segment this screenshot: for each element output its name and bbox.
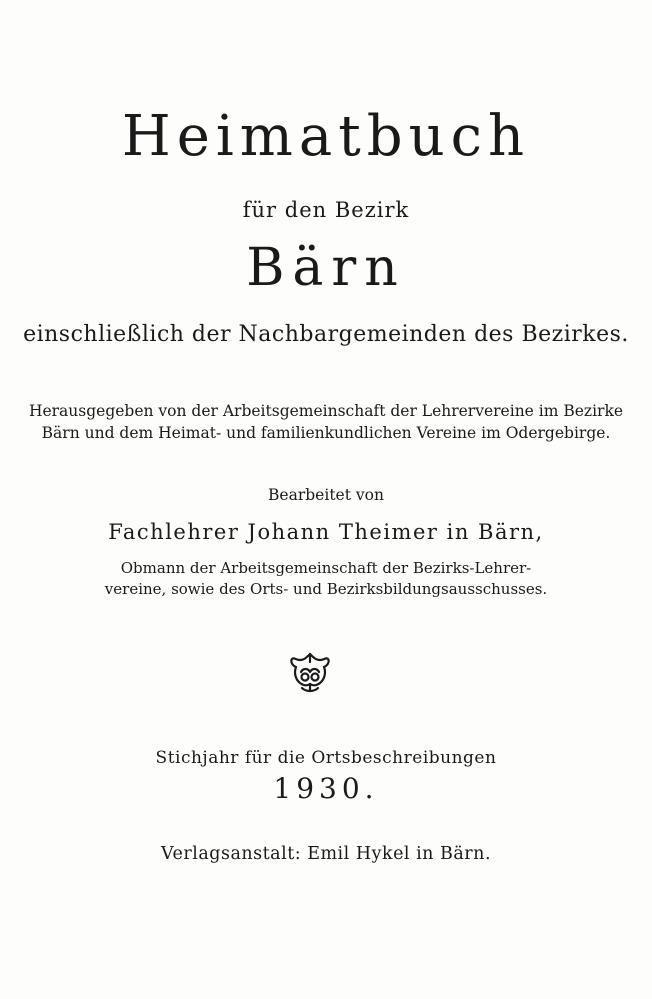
subtitle-district: für den Bezirk <box>242 198 410 222</box>
book-title: Heimatbuch <box>121 104 531 169</box>
author-role-line-1: Obmann der Arbeitsgemeinschaft der Bezirks-Lehrer- <box>120 559 532 577</box>
author-role <box>0 558 652 600</box>
ornament-icon <box>286 648 334 696</box>
edited-by-label: Bearbeitet von <box>268 486 384 504</box>
subtitle-neighbours: einschließlich der Nachbargemeinden des Bezirkes. <box>23 322 629 347</box>
publishing-house: Verlagsanstalt: Emil Hykel in Bärn. <box>160 844 492 864</box>
reference-year: 1930. <box>273 772 379 805</box>
author-name: Fachlehrer Johann Theimer in Bärn, <box>108 520 544 544</box>
place-name: Bärn <box>246 238 406 298</box>
reference-year-label: Stichjahr für die Ortsbeschreibungen <box>155 748 497 768</box>
publisher-note <box>0 400 652 444</box>
publisher-note-line-2: Bärn und dem Heimat- und familienkundlichen Vereine im Odergebirge. <box>41 424 611 442</box>
author-role-line-2: vereine, sowie des Orts- und Bezirksbildungsausschusses. <box>104 580 548 598</box>
publisher-note-line-1: Herausgegeben von der Arbeitsgemeinschaft der Lehrervereine im Bezirke <box>28 402 624 420</box>
